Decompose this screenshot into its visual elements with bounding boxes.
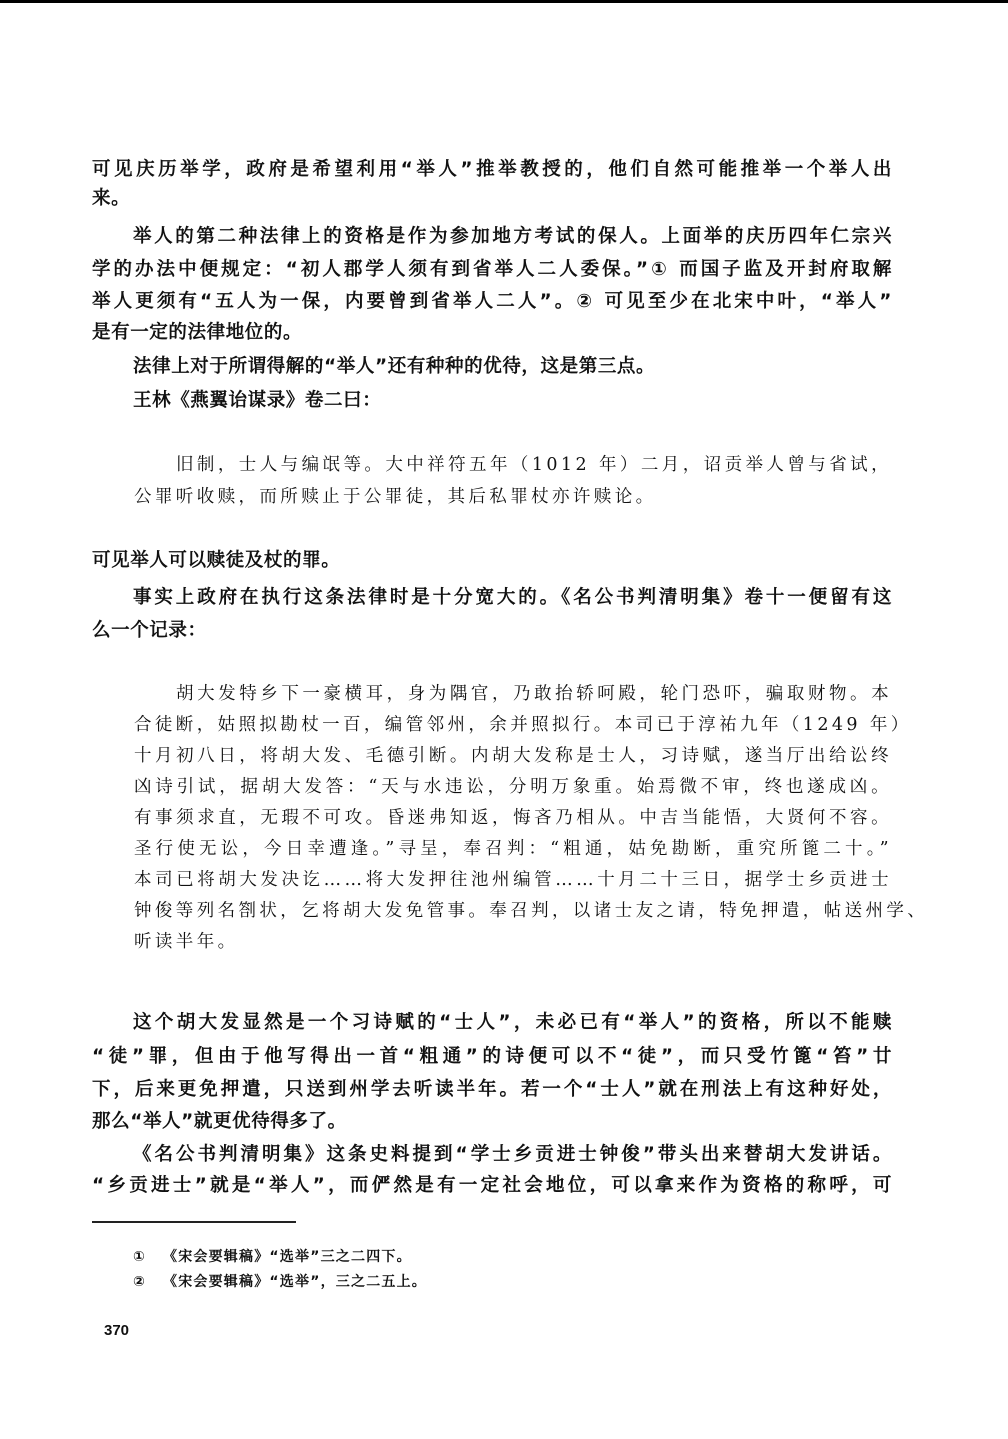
- body-text-line: “乡贡进士”就是“举人”，而俨然是有一定社会地位，可以拿来作为资格的称呼，可: [92, 1175, 893, 1196]
- footnote: [133, 1247, 412, 1267]
- body-text-line: 学的办法中便规定：“初人郡学人须有到省举人二人委保。”① 而国子监及开封府取解: [92, 259, 892, 280]
- block-quote-line: 有事须求直，无瑕不可攻。昏迷弗知返，悔吝乃相从。中吉当能悟，大贤何不容。: [134, 808, 892, 828]
- block-quote-line: 听读半年。: [134, 932, 239, 952]
- block-quote-line: 本司已将胡大发决讫……将大发押往池州编管……十月二十三日，据学士乡贡进士: [134, 870, 892, 890]
- body-text-line: 可见庆历举学，政府是希望利用“举人”推举教授的，他们自然可能推举一个举人出: [92, 159, 892, 180]
- footnote-text: 《宋会要辑稿》“选举”三之二四下。: [163, 1249, 412, 1265]
- footnote-marker: ②: [133, 1274, 147, 1290]
- block-quote-line: 凶诗引试，据胡大发答：“天与水违讼，分明万象重。始焉微不审，终也遂成凶。: [134, 777, 892, 797]
- body-text-line: 王林《燕翼诒谋录》卷二曰：: [133, 390, 382, 411]
- block-quote-line: 旧制，士人与编氓等。大中祥符五年（1012 年）二月，诏贡举人曾与省试，: [176, 455, 892, 475]
- body-text-line: 来。: [92, 188, 131, 209]
- body-text-line: 么一个记录：: [92, 620, 207, 641]
- body-text-line: 举人更须有“五人为一保，内要曾到省举人二人”。② 可见至少在北宋中叶，“举人”: [92, 291, 892, 312]
- footnote-marker: ①: [133, 1249, 147, 1265]
- body-text-line: 是有一定的法律地位的。: [92, 322, 303, 343]
- body-text-line: 事实上政府在执行这条法律时是十分宽大的。《名公书判清明集》卷十一便留有这: [133, 587, 892, 608]
- body-text-line: 这个胡大发显然是一个习诗赋的“士人”，未必已有“举人”的资格，所以不能赎: [133, 1012, 892, 1033]
- body-text-line: 举人的第二种法律上的资格是作为参加地方考试的保人。上面举的庆历四年仁宗兴: [133, 226, 892, 247]
- body-text-line: 下，后来更免押遣，只送到州学去听读半年。若一个“士人”就在刑法上有这种好处，: [92, 1079, 892, 1100]
- body-text-line: 《名公书判清明集》这条史料提到“学士乡贡进士钟俊”带头出来替胡大发讲话。: [133, 1144, 892, 1165]
- block-quote-line: 圣行使无讼，今日幸遭逢。”寻呈，奉召判：“粗通，姑免勘断，重究所篦二十。”: [134, 839, 892, 859]
- block-quote-line: 公罪听收赎，而所赎止于公罪徒，其后私罪杖亦许赎论。: [134, 487, 657, 507]
- block-quote-line: 钟俊等列名劄状，乞将胡大发免管事。奉召判，以诸士友之请，特免押遣，帖送州学、: [134, 901, 929, 921]
- block-quote-line: 胡大发特乡下一豪横耳，身为隅官，乃敢抬轿呵殿，轮门恐吓，骗取财物。本: [176, 684, 892, 704]
- block-quote-line: 十月初八日，将胡大发、毛德引断。内胡大发称是士人，习诗赋，遂当厅出给讼终: [134, 746, 892, 766]
- block-quote-line: 合徒断，姑照拟勘杖一百，编管邻州，余并照拟行。本司已于淳祐九年（1249 年）: [134, 715, 912, 735]
- body-text-line: 那么“举人”就更优待得多了。: [92, 1111, 347, 1132]
- page-number: 370: [104, 1322, 130, 1339]
- body-text-line: 可见举人可以赎徒及杖的罪。: [92, 550, 341, 571]
- scan-top-border: [0, 0, 1008, 3]
- footnote-text: 《宋会要辑稿》“选举”，三之二五上。: [163, 1274, 428, 1290]
- footnote: [133, 1272, 427, 1292]
- footnote-separator: [92, 1221, 296, 1223]
- body-text-line: 法律上对于所谓得解的“举人”还有种种的优待，这是第三点。: [133, 356, 656, 377]
- body-text-line: “徒”罪，但由于他写得出一首“粗通”的诗便可以不“徒”，而只受竹篦“笞”廿: [92, 1046, 892, 1067]
